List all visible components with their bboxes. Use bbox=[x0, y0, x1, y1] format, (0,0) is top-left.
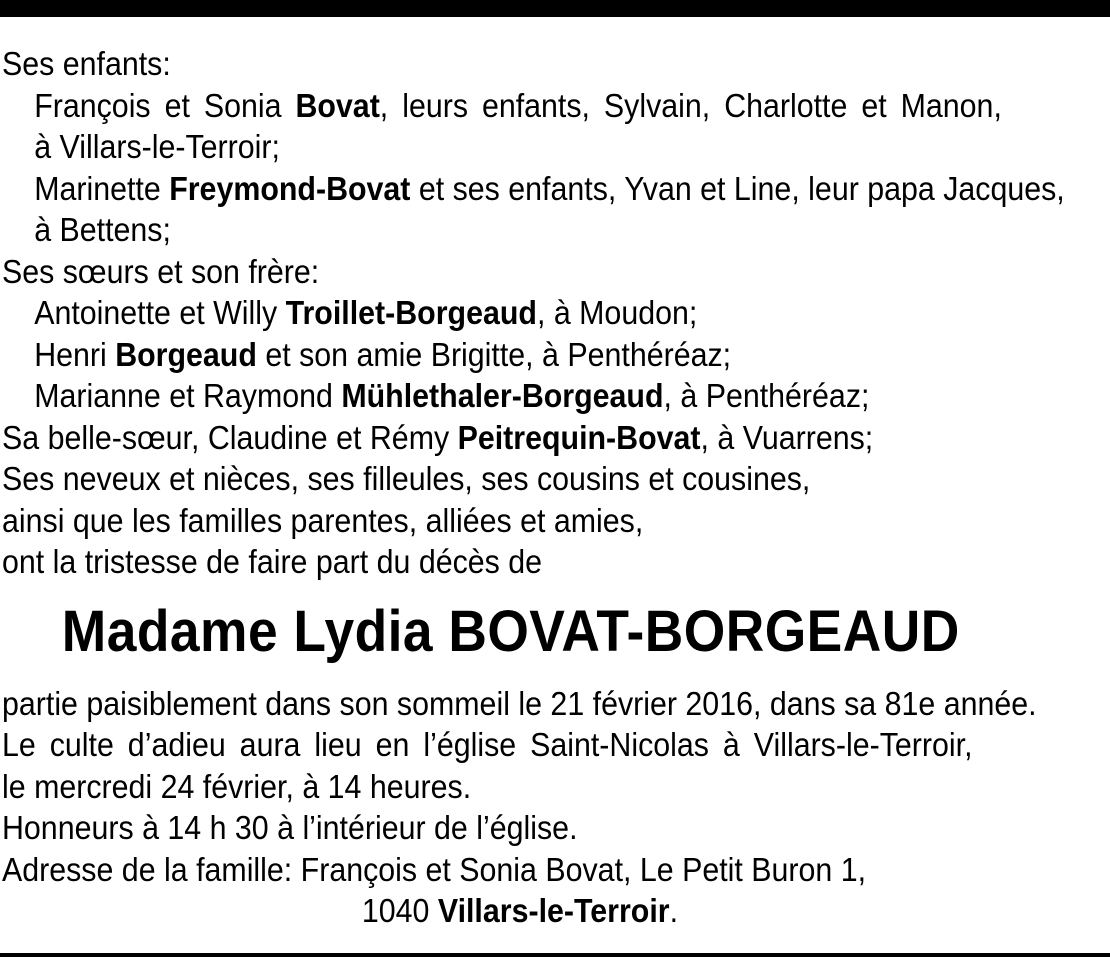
child-line-2-cont: à Bettens; bbox=[34, 211, 171, 248]
surname: Bovat bbox=[295, 86, 380, 124]
town-name: Villars-le-Terroir bbox=[437, 892, 670, 929]
children-heading: Ses enfants: bbox=[2, 45, 171, 82]
sibling-line-2: Henri Borgeaud et son amie Brigitte, à Penthéréaz; bbox=[34, 335, 732, 373]
surname: Freymond-Bovat bbox=[169, 169, 411, 207]
service-line-1: Le culte d’adieu aura lieu en l’église Saint-Nicolas à Villars-le-Terroir, bbox=[2, 726, 973, 763]
child-line-1: François et Sonia Bovat, leurs enfants, Sylvain, Charlotte et Manon, bbox=[34, 86, 1002, 124]
service-line-2: le mercredi 24 février, à 14 heures. bbox=[2, 767, 472, 805]
inlaw-line: Sa belle-sœur, Claudine et Rémy Peitrequin-Bovat, à Vuarrens; bbox=[2, 418, 874, 456]
sibling-line-3: Marianne et Raymond Mühlethaler-Borgeaud, à Penthéréaz; bbox=[34, 377, 870, 414]
child-line-2: Marinette Freymond-Bovat et ses enfants, Yvan et Line, leur papa Jacques, bbox=[34, 169, 1065, 207]
top-rule bbox=[0, 0, 1110, 17]
sibling-line-1: Antoinette et Willy Troillet-Borgeaud, à Moudon; bbox=[34, 294, 698, 331]
extended-family-line-1: Ses neveux et nièces, ses filleules, ses cousins et cousines, bbox=[2, 460, 811, 497]
surname: Troillet-Borgeaud bbox=[285, 294, 537, 331]
child-line-1-cont: à Villars-le-Terroir; bbox=[34, 128, 280, 165]
siblings-heading: Ses sœurs et son frère: bbox=[2, 252, 320, 290]
honors-line: Honneurs à 14 h 30 à l’intérieur de l’église. bbox=[2, 809, 578, 846]
surname: Mühlethaler-Borgeaud bbox=[341, 377, 664, 414]
deceased-name: Madame Lydia BOVAT-BORGEAUD bbox=[61, 598, 960, 664]
death-notice bbox=[2, 43, 1065, 932]
bottom-rule bbox=[0, 953, 1110, 957]
address-line-1: Adresse de la famille: François et Sonia Bovat, Le Petit Buron 1, bbox=[2, 850, 867, 888]
death-details: partie paisiblement dans son sommeil le 21 février 2016, dans sa 81e année. bbox=[2, 684, 1037, 722]
announcement-line: ont la tristesse de faire part du décès de bbox=[2, 543, 543, 580]
surname: Peitrequin-Bovat bbox=[457, 418, 701, 456]
extended-family-line-2: ainsi que les familles parentes, alliées et amies, bbox=[2, 501, 644, 539]
surname: Borgeaud bbox=[115, 335, 257, 373]
address-line-2: 1040 Villars-le-Terroir. bbox=[361, 892, 679, 929]
